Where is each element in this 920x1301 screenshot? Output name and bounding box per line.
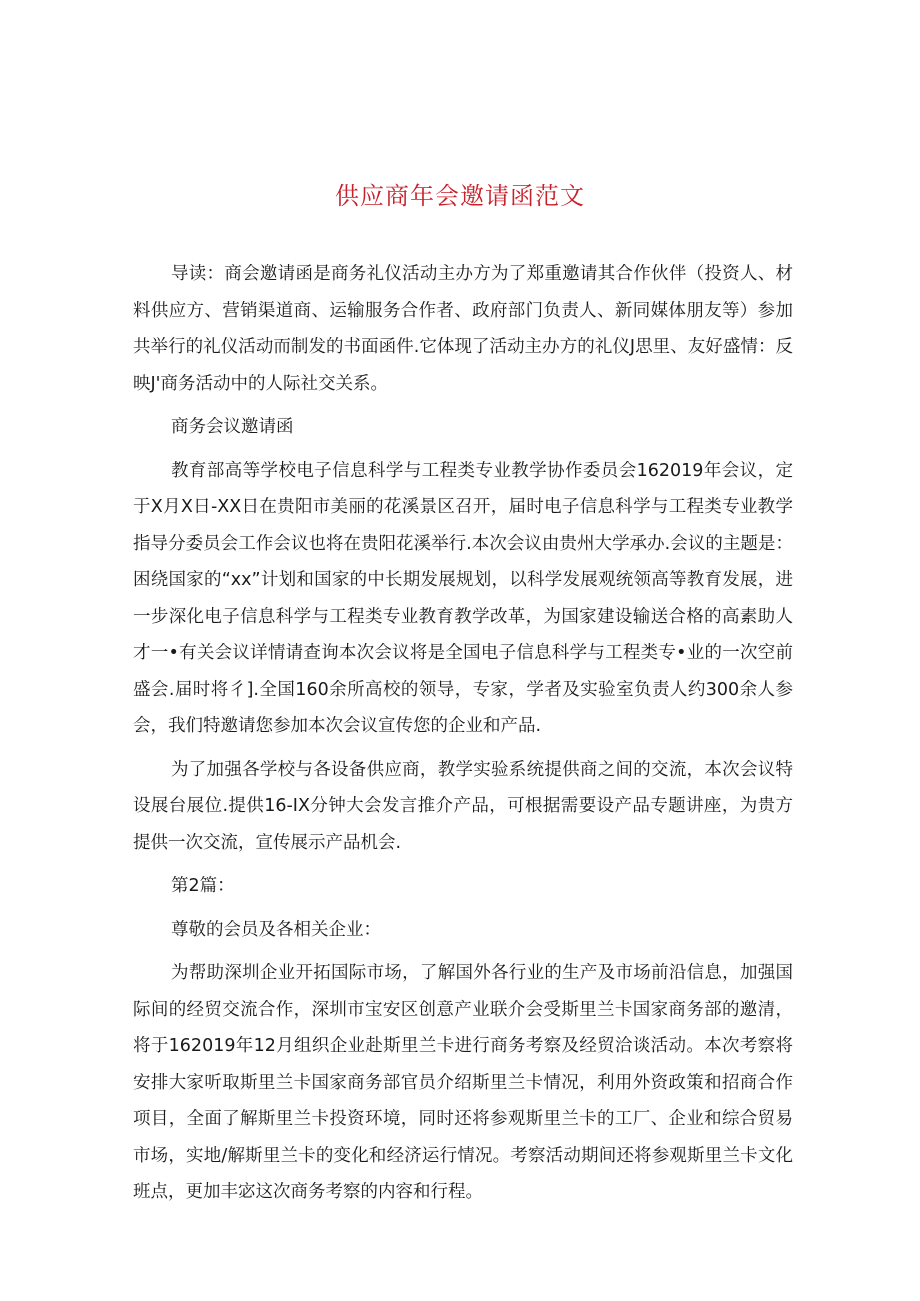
salutation: 尊敬的会员及各相关企业： bbox=[171, 919, 381, 940]
document-title: 供应商年会邀请函范文 bbox=[335, 182, 585, 210]
document-body bbox=[133, 256, 793, 1218]
section-heading: 商务会议邀请函 bbox=[171, 417, 294, 437]
section-heading: 第2篇： bbox=[171, 876, 235, 896]
body-paragraph: 教育部高等学校电子信息科学与工程类专业教学协作委员会162019年会议，定于X月X日-XX日在贵阳市美丽的花溪景区召开，届时电子信息科学与工程类专业教学指导分委员会工作会议也将在贵阳花溪举行.本次会议由贵州大学承办.会议的主题是：困绕国家的“xx”计划和国家的中长期发展规划，以科学发展观统领高等教育发展，进一步深化电子信息科学与工程类专业教育教学改革，为国家建设输送合格的高素助人才一•有关会议详情请查询本次会议将是全国电子信息科学与工程类专•业的一次空前盛会.届时将彳].全国160余所高校的领导，专家，学者及实验室负责人约300余人参会，我们特邀请您参加本次会议宣传您的企业和产品. bbox=[133, 460, 793, 736]
intro-paragraph: 导读：商会邀请函是商务礼仪活动主办方为了郑重邀请其合作伙伴（投资人、材料供应方、营销渠道商、运输服务合作者、政府部门负责人、新同媒体朋友等）参加共举行的礼仪活动而制发的书面函件.它体现了活动主办方的礼仪J思里、友好盛情：反映J'商务活动中的人际社交关系。 bbox=[133, 264, 793, 394]
body-paragraph: 为帮助深圳企业开拓国际市场，了解国外各行业的生产及市场前沿信息，加强国际间的经贸交流合作，深圳市宝安区创意产业联介会受斯里兰卡国家商务部的邀清，将于162019年12月组织企业赴斯里兰卡进行商务考察及经贸洽谈活动。本次考察将安排大家听取斯里兰卡国家商务部官员介绍斯里兰卡情况，利用外资政策和招商合作项目，全面了解斯里兰卡投资环境，同时还将参观斯里兰卡的工厂、企业和综合贸易市场，实地/解斯里兰卡的变化和经济运行情况。考察活动期间还将参观斯里兰卡文化班点，更加丰宓这次商务考察的内容和行程。 bbox=[133, 963, 793, 1202]
body-paragraph: 为了加强各学校与各设备供应商，教学实验系统提供商之间的交流，本次会议特设展台展位.提供16-IX分钟大会发言推介产品，可根据需要设产品专题讲座，为贵方提供一次交流，宣传展示产品机会. bbox=[133, 759, 793, 853]
